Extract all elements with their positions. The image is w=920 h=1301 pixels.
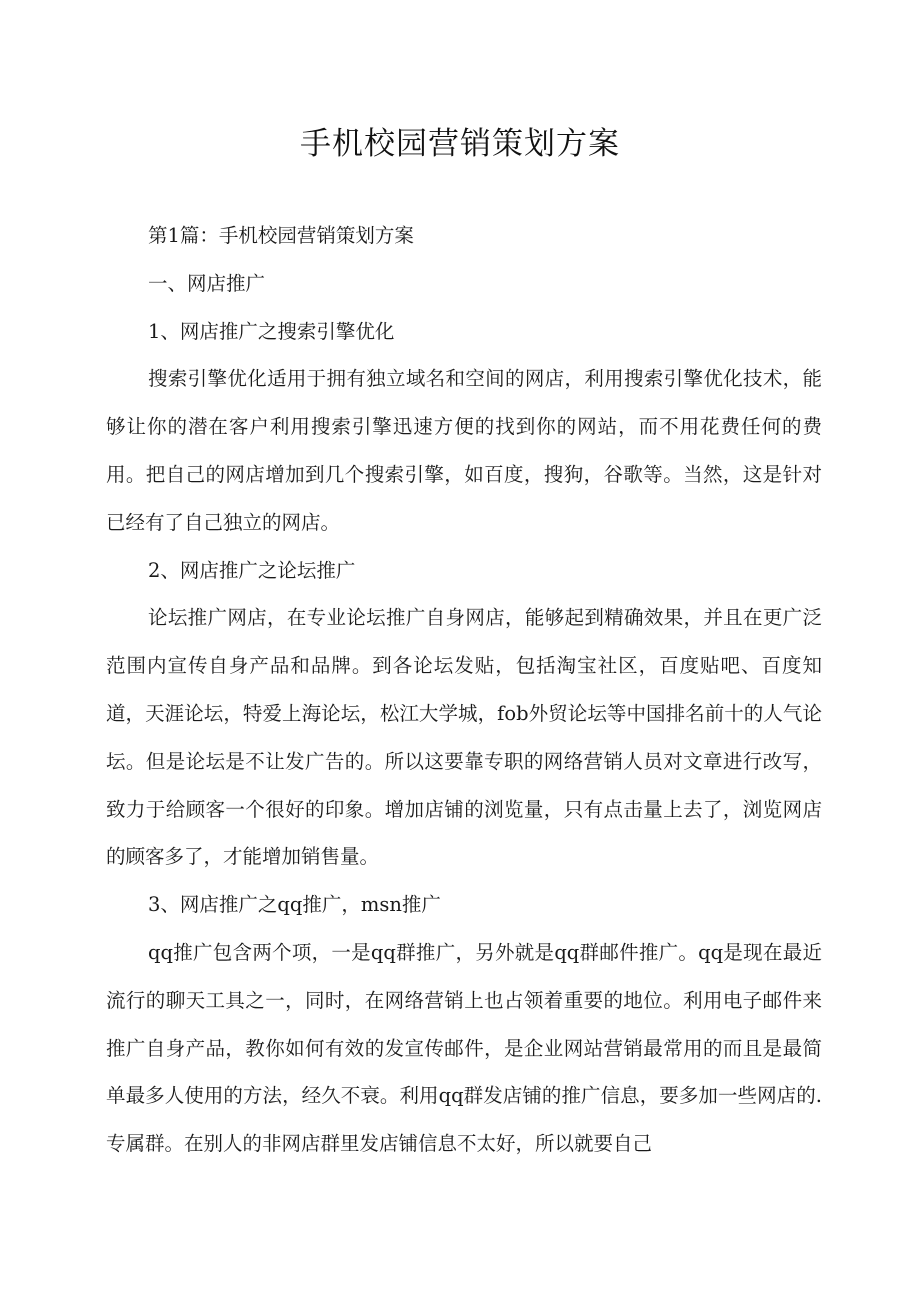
subsection-heading: 1、网店推广之搜索引擎优化 [148,319,395,343]
paragraph: 搜索引擎优化适用于拥有独立域名和空间的网店，利用搜索引擎优化技术，能够让你的潜在客户利用搜索引擎迅速方便的找到你的网站，而不用花费任何的费用。把自己的网店增加到几个搜索引擎，如百度，搜狗，谷歌等。当然，这是针对已经有了自己独立的网店。 [106,367,822,534]
subsection-heading: 2、网店推广之论坛推广 [148,558,356,582]
document-body [106,212,822,1168]
paragraph: qq推广包含两个项，一是qq群推广，另外就是qq群邮件推广。qq是现在最近流行的聊天工具之一，同时，在网络营销上也占领着重要的地位。利用电子邮件来推广自身产品，教你如何有效的发宣传邮件，是企业网站营销最常用的而且是最简单最多人使用的方法，经久不衰。利用qq群发店铺的推广信息，要多加一些网店的.专属群。在别人的非网店群里发店铺信息不太好，所以就要自己 [106,940,822,1156]
section-heading: 一、网店推广 [148,271,266,295]
article-subtitle: 第1篇：手机校园营销策划方案 [148,224,414,247]
paragraph: 论坛推广网店，在专业论坛推广自身网店，能够起到精确效果，并且在更广泛范围内宣传自身产品和品牌。到各论坛发贴，包括淘宝社区，百度贴吧、百度知道，天涯论坛，特爱上海论坛，松江大学城，fob外贸论坛等中国排名前十的人气论坛。但是论坛是不让发广告的。所以这要靠专职的网络营销人员对文章进行改写，致力于给顾客一个很好的印象。增加店铺的浏览量，只有点击量上去了，浏览网店的顾客多了，才能增加销售量。 [106,606,822,869]
document-title: 手机校园营销策划方案 [300,126,620,162]
subsection-heading: 3、网店推广之qq推广，msn推广 [148,893,441,917]
